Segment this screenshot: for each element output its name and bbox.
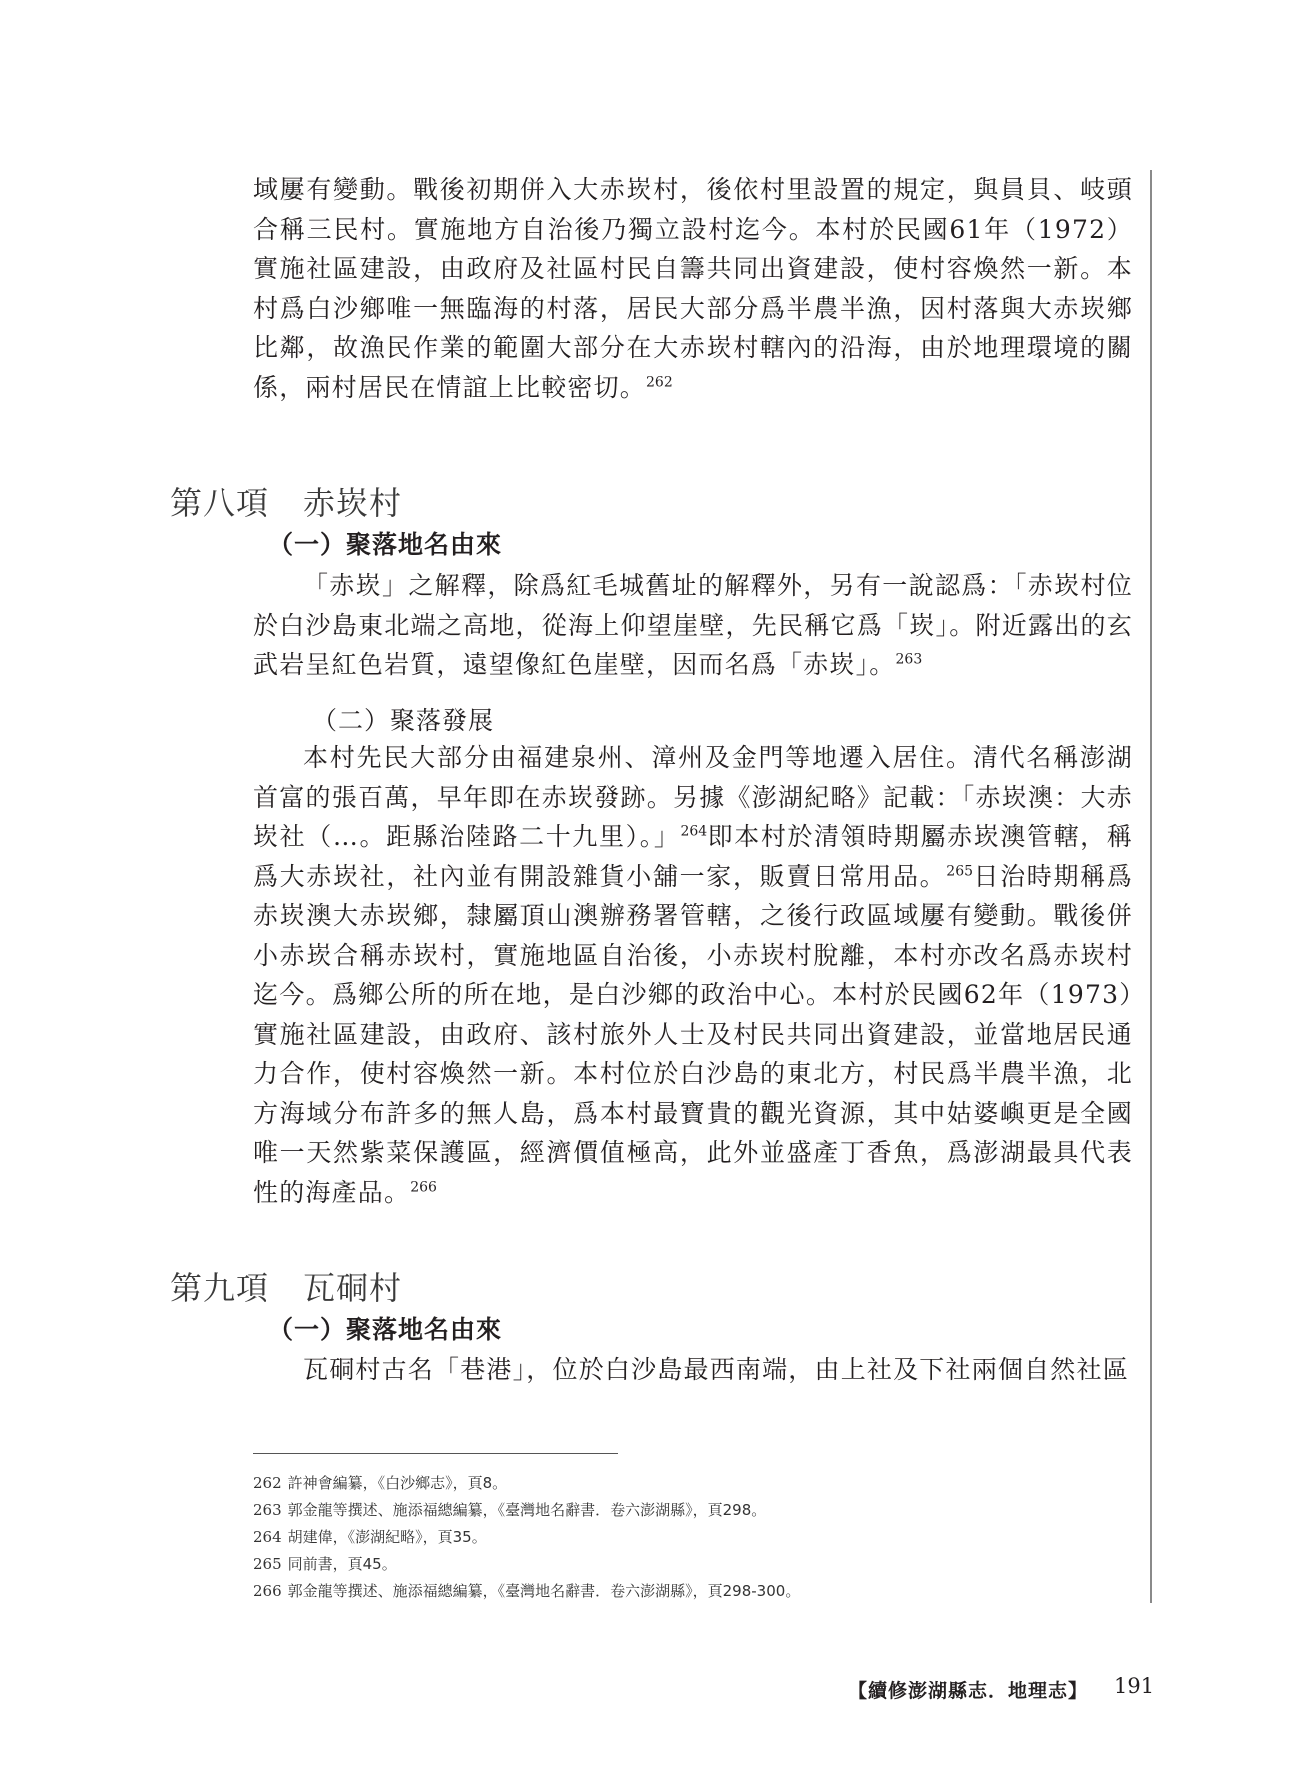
footnote-text: 同前書，頁45。 bbox=[287, 1555, 397, 1573]
footnote-text: 許神會編纂，《白沙鄉志》，頁8。 bbox=[287, 1474, 508, 1492]
continuation-paragraph bbox=[253, 170, 1133, 407]
continuation-block bbox=[253, 170, 1133, 407]
footnote-number: 265 bbox=[253, 1555, 282, 1573]
section8-origin-block bbox=[253, 566, 1133, 685]
origin-paragraph-9: 瓦硐村古名「巷港」，位於白沙島最西南端，由上社及下社兩個自然社區 bbox=[303, 1355, 1129, 1384]
footnote-number: 264 bbox=[253, 1528, 282, 1546]
section-name: 瓦硐村 bbox=[303, 1269, 403, 1307]
paragraph-text: 本村先民大部分由福建泉州、漳州及金門等地遷入居住。清代名稱澎湖首富的張百萬，早年即在赤崁發跡。另據《澎湖紀略》記載：「赤崁澳：大赤崁社（…。距縣治陸路二十九里）。」 bbox=[253, 743, 1133, 851]
footnote-item bbox=[253, 1470, 1133, 1497]
footnote-ref[interactable]: 265 bbox=[946, 863, 974, 880]
footnote-ref[interactable]: 266 bbox=[410, 1179, 437, 1196]
paragraph-text: 日治時期稱爲赤崁澳大赤崁鄉，隸屬頂山澳辦務署管轄，之後行政區域屢有變動。戰後併小赤崁合稱赤崁村，實施地區自治後，小赤崁村脫離，本村亦改名爲赤崁村迄今。爲鄉公所的所在地，是白沙鄉的政治中心。本村於民國62年（1973）實施社區建設，由政府、該村旅外人士及村民共同出資建設，並當地居民通力合作，使村容煥然一新。本村位於白沙島的東北方，村民爲半農半漁，北方海域分布許多的無人島，爲本村最寶貴的觀光資源，其中姑婆嶼更是全國唯一天然紫菜保護區，經濟價值極高，此外並盛產丁香魚，爲澎湖最具代表性的海產品。 bbox=[253, 861, 1134, 1207]
footnote-text: 胡建偉，《澎湖紀略》，頁35。 bbox=[287, 1528, 487, 1546]
section8-development-block bbox=[253, 738, 1133, 1212]
section-label: 第九項 bbox=[170, 1269, 270, 1307]
section9-origin-block bbox=[253, 1350, 1133, 1390]
running-title: 【續修澎湖縣志．地理志】 bbox=[847, 1680, 1088, 1702]
footnote-divider bbox=[253, 1453, 618, 1454]
footnote-number: 263 bbox=[253, 1501, 282, 1519]
origin-paragraph bbox=[253, 566, 1133, 685]
footnote-item bbox=[253, 1497, 1133, 1524]
footnote-text: 郭金龍等撰述、施添福總編纂，《臺灣地名辭書．卷六澎湖縣》，頁298。 bbox=[287, 1501, 767, 1519]
footnotes bbox=[253, 1470, 1133, 1605]
paragraph-text: 即本村於清領時期屬赤崁澳管轄，稱爲大赤崁社，社內並有開設雜貨小舖一家，販賣日常用品。 bbox=[253, 822, 1133, 891]
footnote-item bbox=[253, 1524, 1133, 1551]
footnote-item bbox=[253, 1551, 1133, 1578]
subheading-origin: （一）聚落地名由來 bbox=[268, 530, 503, 559]
footnote-ref[interactable]: 262 bbox=[646, 374, 673, 391]
footnote-number: 266 bbox=[253, 1582, 282, 1600]
footnote-ref[interactable]: 263 bbox=[895, 651, 923, 668]
subheading-development: （二）聚落發展 bbox=[312, 706, 495, 735]
paragraph-text: 域屢有變動。戰後初期併入大赤崁村，後依村里設置的規定，與員貝、岐頭合稱三民村。實施地方自治後乃獨立設村迄今。本村於民國61年（1972）實施社區建設，由政府及社區村民自籌共同出資建設，使村容煥然一新。本村爲白沙鄉唯一無臨海的村落，居民大部分爲半農半漁，因村落與大赤崁鄉比鄰，故漁民作業的範圍大部分在大赤崁村轄內的沿海，由於地理環境的關係，兩村居民在情誼上比較密切。 bbox=[253, 175, 1133, 402]
section-heading-8 bbox=[170, 478, 402, 524]
paragraph-text: 「赤崁」之解釋，除爲紅毛城舊址的解釋外，另有一說認爲：「赤崁村位於白沙島東北端之高地，從海上仰望崖壁，先民稱它爲「崁」。附近露出的玄武岩呈紅色岩質，遠望像紅色崖壁，因而名爲「赤崁」。 bbox=[253, 571, 1133, 679]
footnote-ref[interactable]: 264 bbox=[680, 823, 708, 840]
section-heading-9 bbox=[170, 1263, 402, 1309]
development-paragraph bbox=[253, 738, 1133, 1212]
footnote-text: 郭金龍等撰述、施添福總編纂，《臺灣地名辭書．卷六澎湖縣》，頁298-300。 bbox=[287, 1582, 801, 1600]
section-name: 赤崁村 bbox=[303, 484, 403, 522]
page-number: 191 bbox=[1114, 1674, 1155, 1698]
section-label: 第八項 bbox=[170, 484, 270, 522]
footnote-item bbox=[253, 1578, 1133, 1605]
footnote-number: 262 bbox=[253, 1474, 282, 1492]
margin-rule bbox=[1150, 170, 1152, 1603]
subheading-origin-9: （一）聚落地名由來 bbox=[268, 1315, 503, 1344]
